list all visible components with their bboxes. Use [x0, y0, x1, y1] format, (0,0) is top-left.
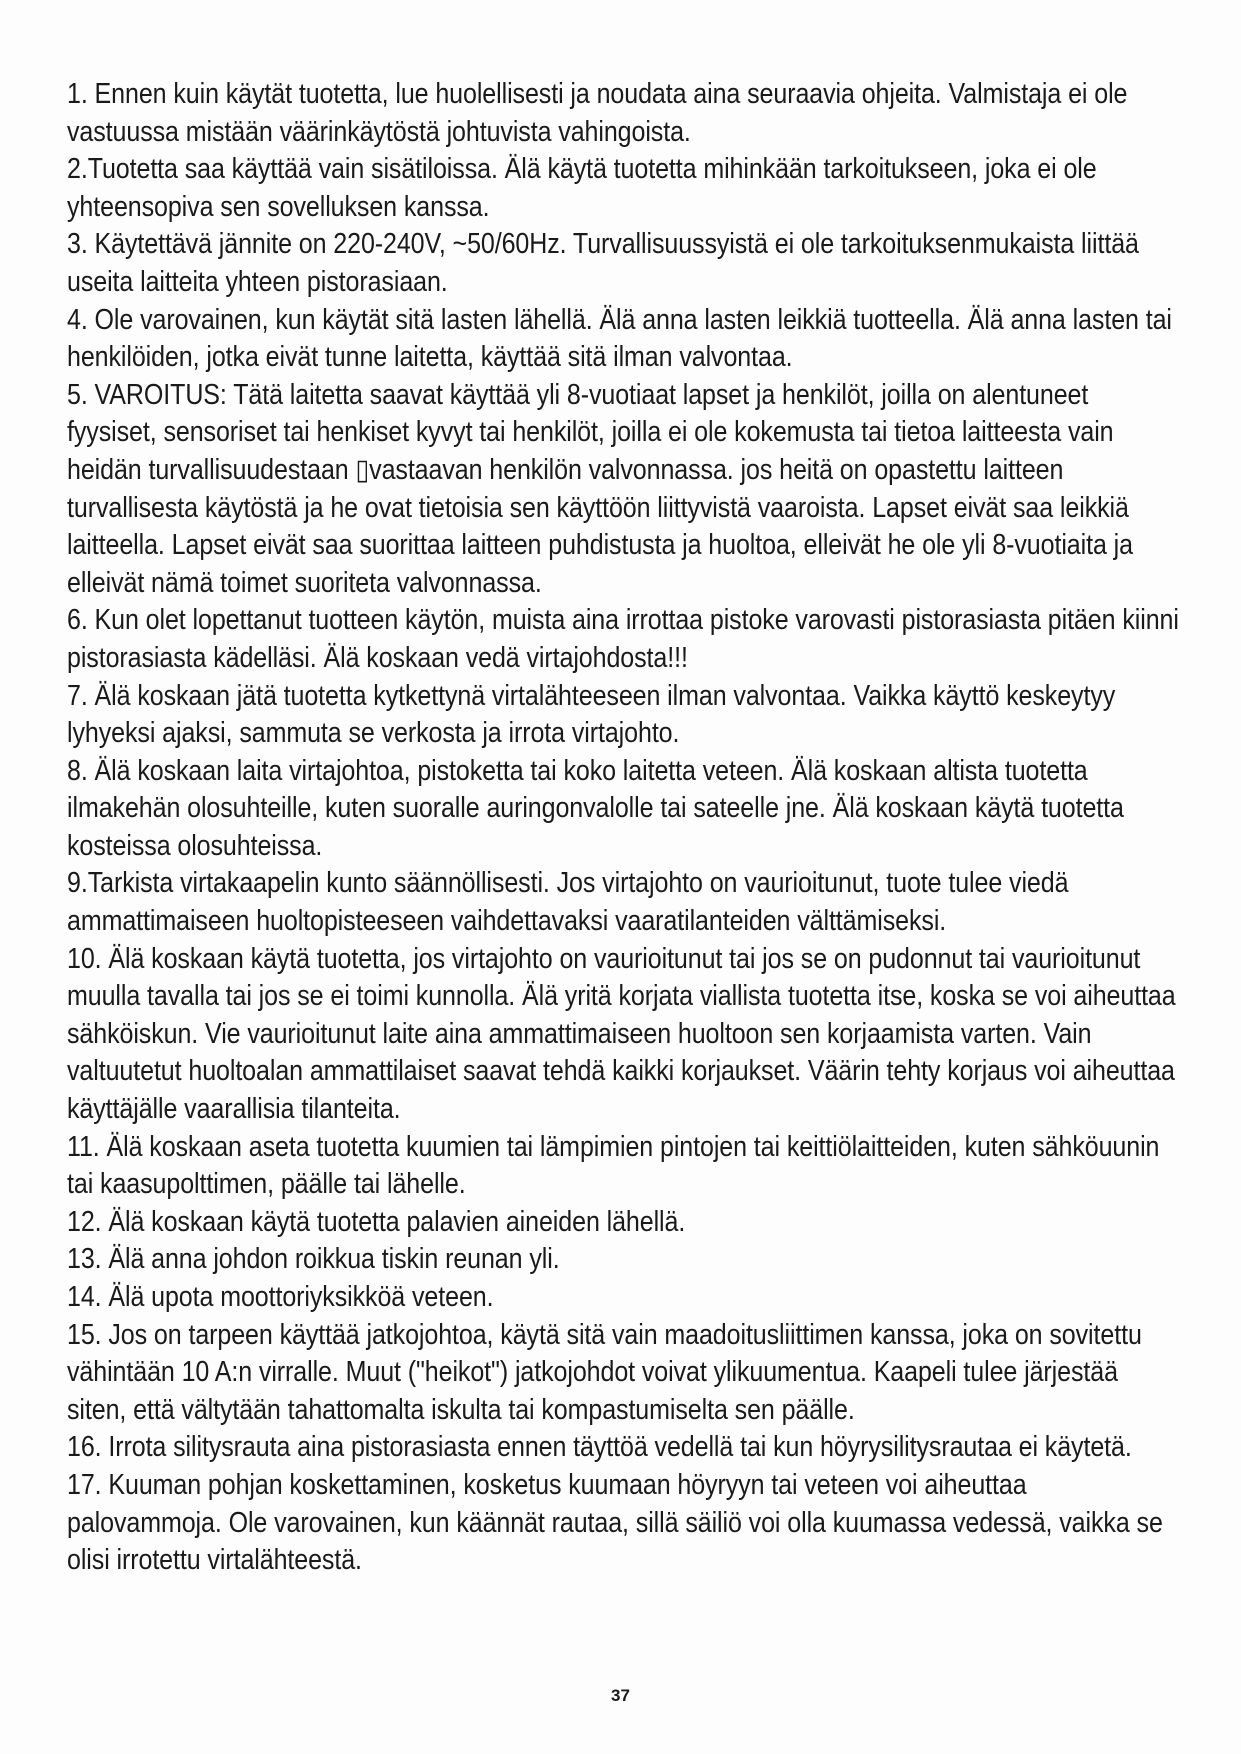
instruction-8: 8. Älä koskaan laita virtajohtoa, pistoketta tai koko laitetta veteen. Älä koskaan altista tuotetta ilmakehän olosuhteille, kuten suoralle auringonvalolle tai sateelle jne. Älä koskaan käytä tuotetta kosteissa olosuhteissa.	[67, 754, 1124, 862]
instruction-4: 4. Ole varovainen, kun käytät sitä lasten lähellä. Älä anna lasten leikkiä tuotteella. Älä anna lasten tai henkilöiden, jotka eivät tunne laitetta, käyttää sitä ilman valvontaa.	[67, 303, 1172, 374]
instruction-14: 14. Älä upota moottoriyksikköä veteen.	[67, 1281, 494, 1313]
instruction-7: 7. Älä koskaan jätä tuotetta kytkettynä virtalähteeseen ilman valvontaa. Vaikka käyttö keskeytyy lyhyeksi ajaksi, sammuta se verkosta ja irrota virtajohto.	[67, 679, 1116, 750]
page-number: 37	[611, 1686, 630, 1705]
instruction-2: 2.Tuotetta saa käyttää vain sisätiloissa. Älä käytä tuotetta mihinkään tarkoitukseen, joka ei ole yhteensopiva sen sovelluksen kanssa.	[67, 153, 1097, 223]
instruction-11: 11. Älä koskaan aseta tuotetta kuumien tai lämpimien pintojen tai keittiölaitteiden, kuten sähköuunin tai kaasupolttimen, päälle tai lähelle.	[67, 1130, 1160, 1201]
instruction-13: 13. Älä anna johdon roikkua tiskin reunan yli.	[67, 1243, 560, 1276]
instruction-3: 3. Käytettävä jännite on 220-240V, ~50/60Hz. Turvallisuussyistä ei ole tarkoituksenmukaista liittää useita laitteita yhteen pistorasiaan.	[67, 228, 1139, 298]
instruction-6: 6. Kun olet lopettanut tuotteen käytön, muista aina irrottaa pistoke varovasti pistorasiasta pitäen kiinni pistorasiasta kädelläsi. Älä koskaan vedä virtajohdosta!!!	[67, 604, 1179, 674]
instruction-17: 17. Kuuman pohjan koskettaminen, kosketus kuumaan höyryyn tai veteen voi aiheuttaa palovammoja. Ole varovainen, kun käännät rautaa, sillä säiliö voi olla kuumassa vedessä, vaikka se olisi irrotettu virtalähteestä.	[67, 1468, 1163, 1577]
instruction-12: 12. Älä koskaan käytä tuotetta palavien aineiden lähellä.	[67, 1205, 686, 1238]
instruction-15: 15. Jos on tarpeen käyttää jatkojohtoa, käytä sitä vain maadoitusliittimen kanssa, joka on sovitettu vähintään 10 A:n virralle. Muut ("heikot") jatkojohdot voivat ylikuumentua. Kaapeli tulee järjestää siten, että vältytään tahattomalta iskulta tai kompastumiselta sen päälle.	[67, 1318, 1142, 1426]
safety-instructions	[67, 76, 1182, 1580]
instruction-5: 5. VAROITUS: Tätä laitetta saavat käyttää yli 8-vuotiaat lapset ja henkilöt, joilla on alentuneet fyysiset, sensoriset tai henkiset kyvyt tai henkilöt, joilla ei ole kokemusta tai tietoa laitteesta vain heidän turvallisuudestaan ▯vastaavan henkilön valvonnassa. jos heitä on opastettu laitteen turvallisesta käytöstä ja he ovat tietoisia sen käyttöön liittyvistä vaaroista. Lapset eivät saa leikkiä laitteella. Lapset eivät saa suorittaa laitteen puhdistusta ja huoltoa, elleivät he ole yli 8-vuotiaita ja elleivät nämä toimet suoriteta valvonnassa.	[67, 378, 1133, 599]
instruction-16: 16. Irrota silitysrauta aina pistorasiasta ennen täyttöä vedellä tai kun höyrysilitysrautaa ei käytetä.	[67, 1431, 1132, 1464]
instruction-10: 10. Älä koskaan käytä tuotetta, jos virtajohto on vaurioitunut tai jos se on pudonnut tai vaurioitunut muulla tavalla tai jos se ei toimi kunnolla. Älä yritä korjata viallista tuotetta itse, koska se voi aiheuttaa sähköiskun. Vie vaurioitunut laite aina ammattimaiseen huoltoon sen korjaamista varten. Vain valtuutetut huoltoalan ammattilaiset saavat tehdä kaikki korjaukset. Väärin tehty korjaus voi aiheuttaa käyttäjälle vaarallisia tilanteita.	[67, 942, 1176, 1126]
instruction-1: 1. Ennen kuin käytät tuotetta, lue huolellisesti ja noudata aina seuraavia ohjeita. Valmistaja ei ole vastuussa mistään väärinkäytöstä johtuvista vahingoista.	[67, 78, 1128, 148]
instruction-9: 9.Tarkista virtakaapelin kunto säännöllisesti. Jos virtajohto on vaurioitunut, tuote tulee viedä ammattimaiseen huoltopisteeseen vaihdettavaksi vaaratilanteiden välttämiseksi.	[67, 867, 1069, 938]
